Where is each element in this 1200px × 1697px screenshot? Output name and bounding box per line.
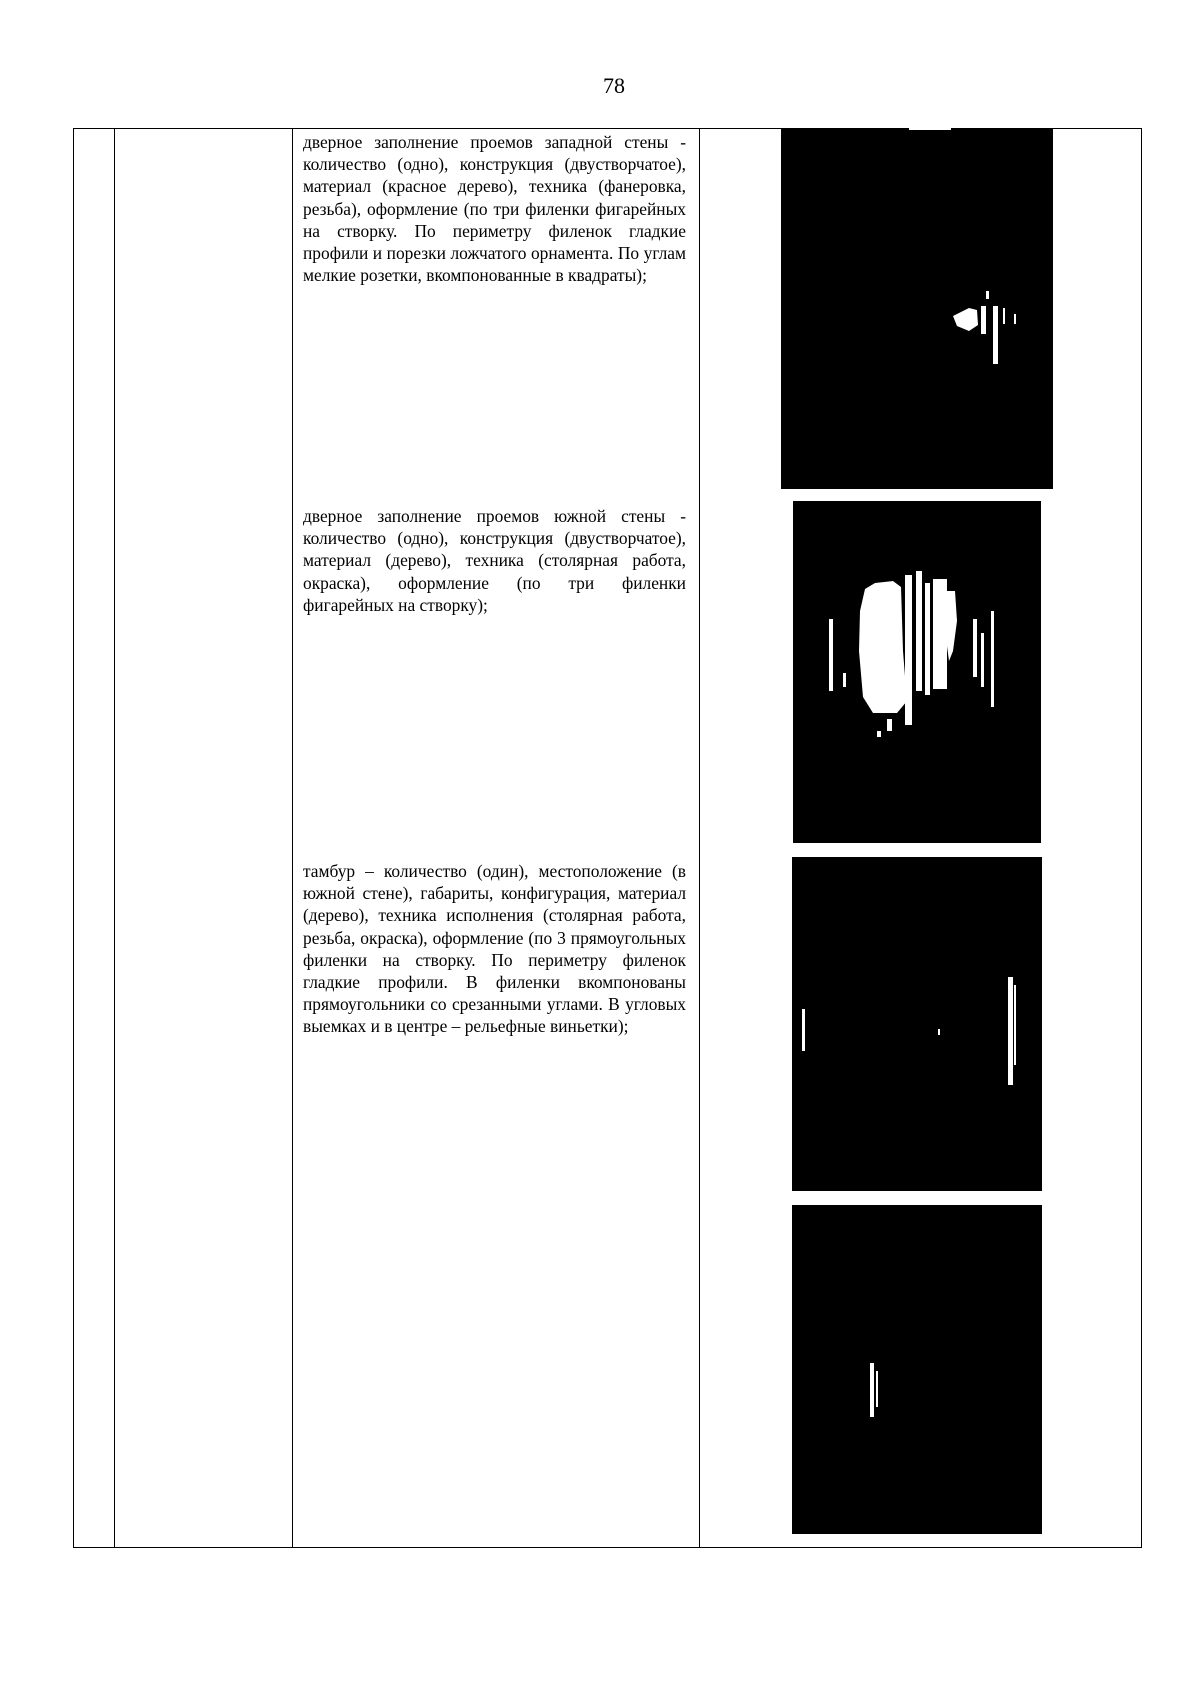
column-divider-2 (292, 129, 293, 1547)
column-divider-1 (114, 129, 115, 1547)
page-number: 78 (603, 73, 625, 98)
west-wall-door-photo (781, 128, 1053, 489)
south-door-image-content (793, 501, 1041, 843)
vestibule-photo-2 (792, 1205, 1042, 1534)
south-wall-door-photo (793, 501, 1041, 843)
vestibule-image-1-content (792, 857, 1042, 1191)
west-door-image-content (781, 128, 1053, 489)
entry-west-door-description: дверное заполнение проемов западной стены - количество (одно), конструкция (двустворчатое), материал (красное дерево), техника (фанеровка, резьба), оформление (по три филенки фигарейных на створку. По периметру филенок гладкие профили и порезки ложчатого орнамента. По углам мелкие розетки, вкомпонованные в квадраты); (303, 132, 686, 286)
column-divider-3 (699, 129, 700, 1547)
vestibule-image-2-content (792, 1205, 1042, 1534)
entry-south-door-description: дверное заполнение проемов южной стены - количество (одно), конструкция (двустворчатое), материал (дерево), техника (столярная работа, окраска), оформление (по три филенки фигарейных на створку); (303, 506, 686, 615)
entry-vestibule-description: тамбур – количество (один), местоположение (в южной стене), габариты, конфигурация, материал (дерево), техника исполнения (столярная работа, резьба, окраска), оформление (по 3 прямоугольных филенки на створку. По периметру филенок гладкие профили. В филенки вкомпонованы прямоугольники со срезанными углами. В угловых выемках и в центре – рельефные виньетки); (303, 861, 686, 1037)
vestibule-photo-1 (792, 857, 1042, 1191)
